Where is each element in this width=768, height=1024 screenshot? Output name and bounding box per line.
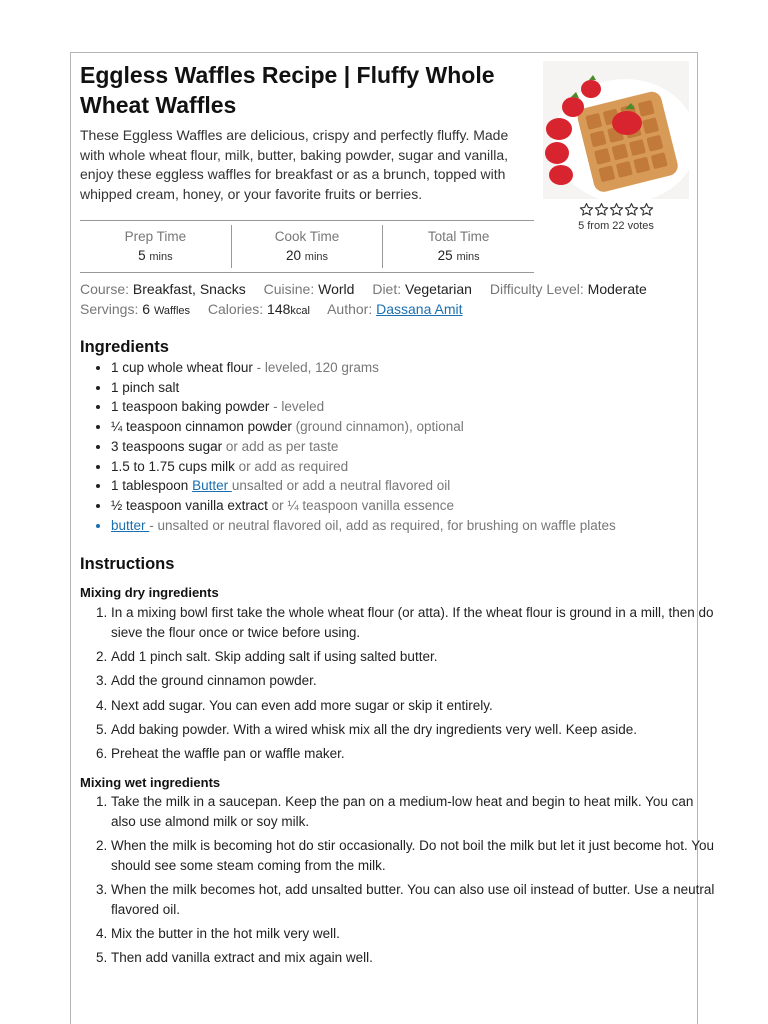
instruction-step: 3. When the milk becomes hot, add unsalted butter. You can also use oil instead of butter. Use a neutral flavored oil. [111,880,721,919]
time-unit: mins [456,251,480,263]
ingredient-item: • 1.5 to 1.75 cups milk or add as required [111,457,721,477]
ingredients-list [80,358,721,535]
servings-label: Servings: [80,301,139,317]
recipe-summary: These Eggless Waffles are delicious, crispy and perfectly fluffy. Made with whole wheat flour, milk, butter, baking powder, sugar and vanilla, enjoy these eggless waffles for breakfast or as a brunch, topped with whipped cream, honey, or your favorite fruits or berries. [80,127,509,203]
course-value: Breakfast, Snacks [132,281,246,297]
ingredient-item: • ½ teaspoon vanilla extract or ¼ teaspoon vanilla essence [111,496,721,516]
rating-votes: 5 from 22 votes [578,220,654,232]
calories-unit: kcal [290,305,310,317]
instruction-step: 1. In a mixing bowl first take the whole wheat flour (or atta). If the wheat flour is ground in a mill, then do sieve the flour once or twice before using. [111,603,721,642]
instruction-step: 5. Add baking powder. With a wired whisk mix all the dry ingredients very well. Keep aside. [111,720,721,740]
prep-time [80,221,231,272]
time-unit: mins [149,251,173,263]
instruction-step: 5. Then add vanilla extract and mix again well. [111,948,721,968]
butter-link[interactable]: Butter [192,478,232,494]
recipe-meta-row-2 [80,299,463,321]
instructions-heading: Instructions [80,555,175,573]
waffle-photo-illustration [543,61,689,199]
instruction-step: 4. Mix the butter in the hot milk very well. [111,924,721,944]
cuisine-label: Cuisine: [263,281,315,297]
instruction-step: 4. Next add sugar. You can even add more sugar or skip it entirely. [111,696,721,716]
butter-link[interactable]: butter [111,517,150,533]
instruction-step: 1. Take the milk in a saucepan. Keep the pan on a medium-low heat and begin to heat milk. You can also use almond milk or soy milk. [111,792,721,831]
star-outline-icon[interactable] [594,202,609,217]
instruction-step: 3. Add the ground cinnamon powder. [111,671,721,691]
ingredient-item: • butter - unsalted or neutral flavored oil, add as required, for brushing on waffle plates [111,516,721,536]
course-label: Course: [80,281,130,297]
difficulty-value: Moderate [587,281,647,297]
cuisine-value: World [318,281,355,297]
instruction-group-title: Mixing dry ingredients [80,585,219,600]
calories-label: Calories: [207,301,264,317]
ingredient-item: • 3 teaspoons sugar or add as per taste [111,437,721,457]
calories-value: 148 [267,301,291,317]
diet-value: Vegetarian [405,281,472,297]
instruction-steps-dry [80,603,721,768]
ingredient-item: • 1 cup whole wheat flour - leveled, 120 grams [111,358,721,378]
recipe-rating [543,202,689,232]
ingredient-item: • 1 teaspoon baking powder - leveled [111,397,721,417]
time-label: Cook Time [274,229,340,244]
rating-stars[interactable] [543,202,689,217]
servings-value: 6 [142,301,151,317]
ingredient-item: • 1 tablespoon Butter unsalted or add a neutral flavored oil [111,476,721,496]
star-outline-icon[interactable] [579,202,594,217]
total-time [382,225,534,268]
time-label: Prep Time [124,229,187,244]
instruction-step: 6. Preheat the waffle pan or waffle maker. [111,744,721,764]
recipe-meta-row-1 [80,279,647,299]
instruction-step: 2. Add 1 pinch salt. Skip adding salt if using salted butter. [111,647,721,667]
servings-unit: Waffles [153,305,191,317]
author-link[interactable]: Dassana Amit [376,301,463,317]
star-outline-icon[interactable] [639,202,654,217]
recipe-times [80,220,534,273]
time-value: 25 [437,248,453,263]
instruction-step: 2. When the milk is becoming hot do stir occasionally. Do not boil the milk but let it just become hot. You should see some steam coming from the milk. [111,836,721,875]
star-outline-icon[interactable] [609,202,624,217]
instruction-group-title: Mixing wet ingredients [80,775,221,790]
instruction-steps-wet [80,792,721,973]
time-value: 20 [285,248,302,263]
ingredient-item: • 1 pinch salt [111,378,721,398]
time-label: Total Time [427,229,490,244]
diet-label: Diet: [372,281,402,297]
difficulty-label: Difficulty Level: [489,281,584,297]
recipe-title: Eggless Waffles Recipe | Fluffy Whole Wheat Waffles [80,62,495,118]
time-value: 5 [138,248,146,263]
author-label: Author: [327,301,373,317]
cook-time [231,225,383,268]
time-unit: mins [304,251,329,263]
recipe-photo [543,61,689,199]
ingredients-heading: Ingredients [80,338,169,356]
ingredient-item: • ¼ teaspoon cinnamon powder (ground cinnamon), optional [111,417,721,437]
star-outline-icon[interactable] [624,202,639,217]
